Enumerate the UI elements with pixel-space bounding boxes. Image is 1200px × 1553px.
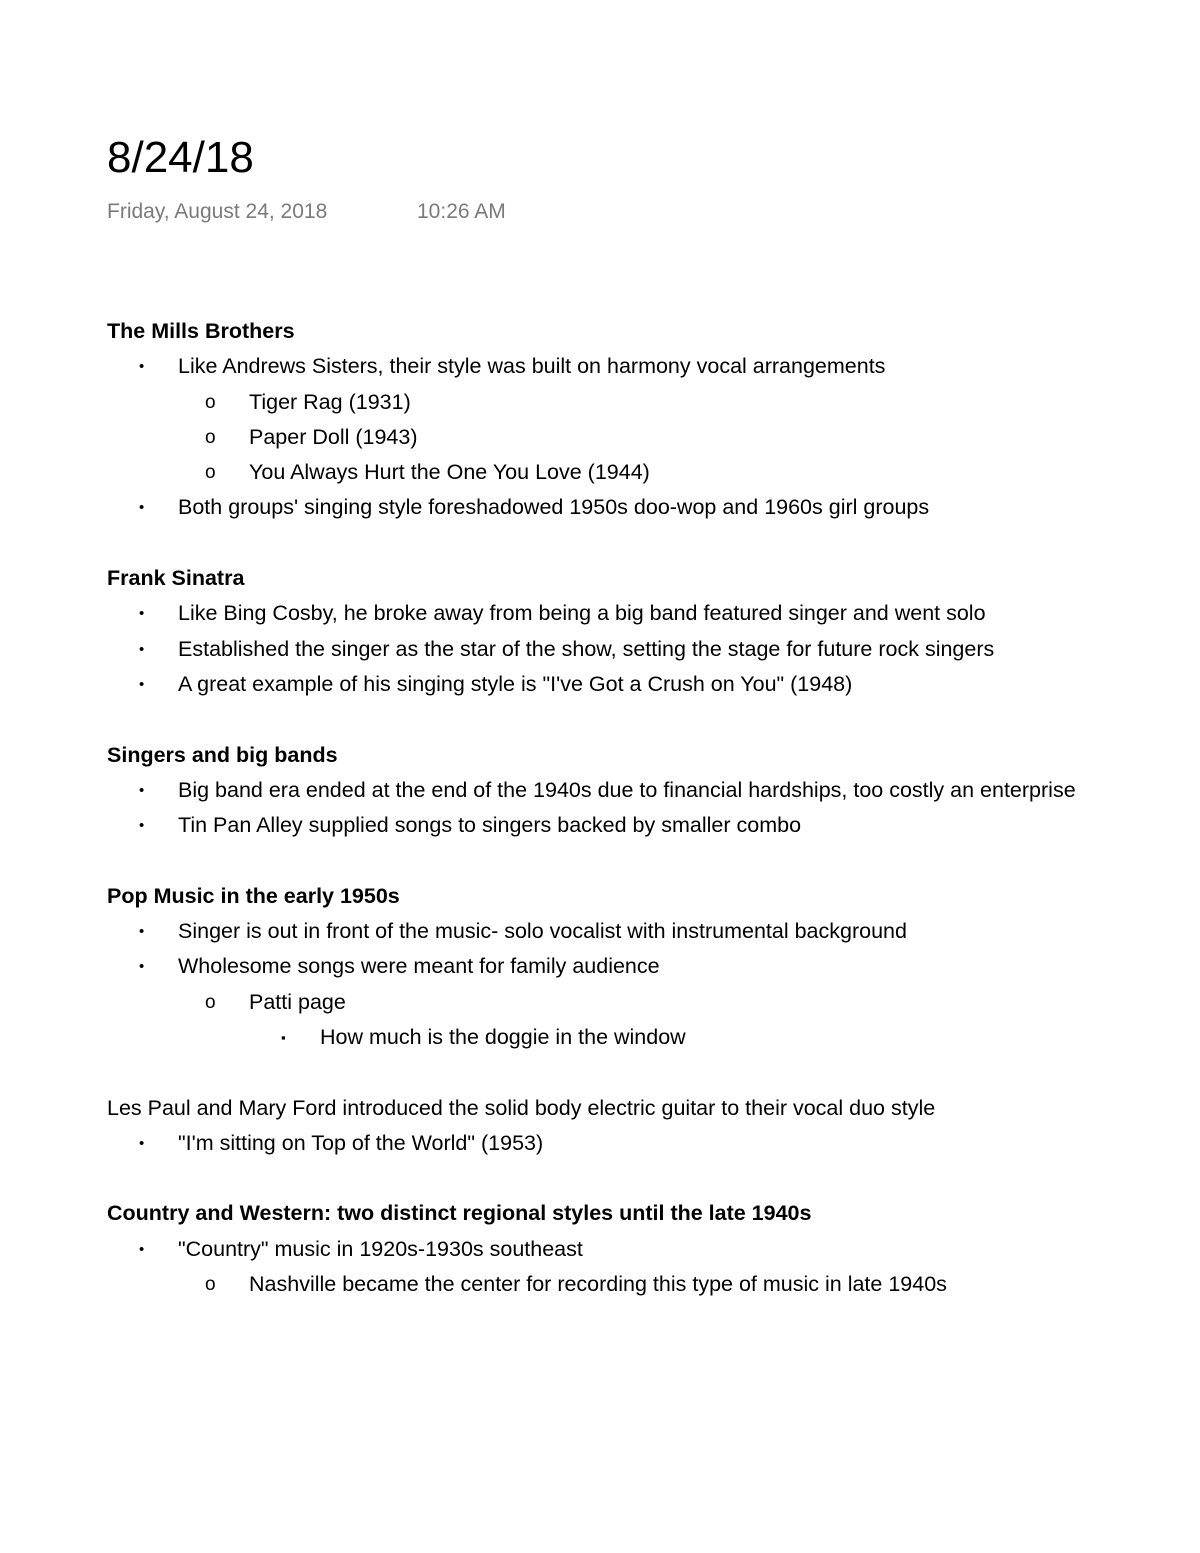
circle-bullet-icon: o [205,991,216,1013]
bullet-list [107,349,1147,525]
list-item-text: Both groups' singing style foreshadowed 1950s doo-wop and 1960s girl groups [178,495,930,520]
note-date: Friday, August 24, 2018 [107,200,328,223]
sub-list-item-text: Paper Doll (1943) [249,424,418,449]
list-item-text: Singer is out in front of the music- solo vocalist with instrumental background [178,919,907,944]
sub-list [178,985,1147,1056]
bullet-icon: • [139,499,145,517]
bullet-icon: • [139,817,145,835]
bullet-list [107,596,1147,702]
circle-bullet-icon: o [205,462,216,484]
sub-sub-list-item-text: How much is the doggie in the window [320,1024,686,1049]
sub-list-item [107,455,1147,490]
list-item-text: Tin Pan Alley supplied songs to singers backed by smaller combo [178,813,802,838]
list-item [107,914,1147,949]
bullet-list [107,914,1147,1055]
square-bullet-icon: ▪ [281,1029,286,1045]
section-pop-music [107,879,1147,1055]
list-item [107,596,1147,631]
section-country-western [107,1196,1147,1302]
list-item [107,667,1147,702]
sub-list-item-text: Patti page [249,989,346,1014]
sub-list-item-text: Nashville became the center for recording this type of music in late 1940s [249,1272,947,1297]
list-item-text: Wholesome songs were meant for family audience [178,954,660,979]
bullet-icon: • [139,923,145,941]
bullet-list [107,1126,1147,1161]
list-item-text: Like Andrews Sisters, their style was built on harmony vocal arrangements [178,354,886,379]
section-heading: Country and Western: two distinct regional styles until the late 1940s [107,1201,812,1226]
bullet-icon: • [139,781,145,799]
list-item-text: Big band era ended at the end of the 1940s due to financial hardships, too costly an enterprise [178,777,1076,802]
bullet-icon: • [139,1240,145,1258]
circle-bullet-icon: o [205,1274,216,1296]
list-item [107,808,1147,843]
note-time: 10:26 AM [417,200,506,223]
sub-list-item-text: You Always Hurt the One You Love (1944) [249,460,650,485]
section-heading: Singers and big bands [107,742,338,767]
section-singers-big-bands [107,738,1147,844]
sub-sub-list-item [107,1020,1147,1055]
sub-list-item [107,385,1147,420]
list-item-text: Established the singer as the star of the show, setting the stage for future rock singers [178,636,995,661]
circle-bullet-icon: o [205,426,216,448]
sub-list-item [107,420,1147,455]
list-item [107,773,1147,808]
bullet-icon: • [139,605,145,623]
bullet-list [107,1232,1147,1303]
bullet-icon: • [139,675,145,693]
section-heading: The Mills Brothers [107,319,295,343]
list-item-text: "I'm sitting on Top of the World" (1953) [178,1130,544,1155]
section-mills-brothers [107,314,1147,526]
list-item-text: A great example of his singing style is "I've Got a Crush on You" (1948) [178,671,853,696]
sub-sub-list [249,1020,1147,1055]
sub-list-item-text: Tiger Rag (1931) [249,389,411,414]
list-item [107,1232,1147,1303]
list-item [107,632,1147,667]
note-timestamp [107,197,506,227]
list-item [107,490,1147,525]
list-item [107,349,1147,490]
paragraph-text: Les Paul and Mary Ford introduced the solid body electric guitar to their vocal duo style [107,1095,936,1120]
bullet-icon: • [139,1134,145,1152]
sub-list-item [107,1267,1147,1302]
list-item [107,949,1147,1055]
page-title: 8/24/18 [107,133,254,182]
section-heading: Pop Music in the early 1950s [107,883,400,908]
section-les-paul [107,1091,1147,1162]
sub-list [178,385,1147,491]
bullet-icon: • [139,640,145,658]
bullet-icon: • [139,358,145,376]
section-heading: Frank Sinatra [107,566,245,591]
section-frank-sinatra [107,561,1147,702]
list-item-text: Like Bing Cosby, he broke away from being a big band featured singer and went solo [178,601,986,626]
note-body [107,314,1147,1302]
list-item [107,1126,1147,1161]
bullet-icon: • [139,958,145,976]
bullet-list [107,773,1147,844]
list-item-text: "Country" music in 1920s-1930s southeast [178,1236,583,1261]
sub-list [178,1267,1147,1302]
circle-bullet-icon: o [205,391,216,413]
sub-list-item [107,985,1147,1056]
